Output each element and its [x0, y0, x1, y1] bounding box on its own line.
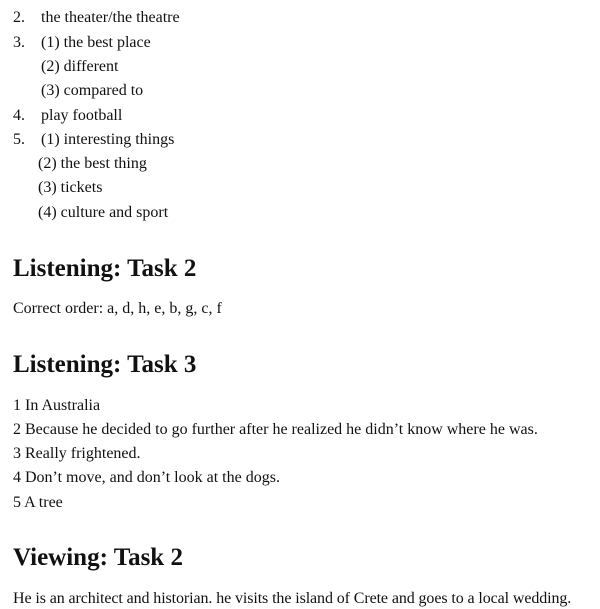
heading-listening-task2: Listening: Task 2 [13, 255, 197, 282]
answer-line-5-4 [38, 203, 168, 223]
answer-number: 5. [13, 131, 25, 148]
correct-order-text: Correct order: a, d, h, e, b, g, c, f [13, 300, 222, 317]
answer-text: (2) the best thing [38, 155, 147, 172]
answer-text: (3) compared to [41, 82, 144, 99]
heading-viewing-task2: Viewing: Task 2 [13, 544, 183, 571]
answer-line-3-3 [41, 81, 143, 101]
listening-answer-3: 3 Really frightened. [13, 445, 141, 462]
listening-answer-4: 4 Don’t move, and don’t look at the dogs. [13, 469, 280, 486]
answer-text: (4) culture and sport [38, 204, 169, 221]
listening-answer-2: 2 Because he decided to go further after he realized he didn’t know where he was. [13, 421, 538, 438]
answer-line-5-2 [38, 154, 147, 174]
answer-text: (2) different [41, 58, 119, 75]
answer-line-3-2 [41, 57, 118, 77]
answer-line-3-1 [13, 33, 151, 53]
answer-number: 3. [13, 34, 25, 51]
viewing-answer-text: He is an architect and historian. he visits the island of Crete and goes to a local wedding. [13, 590, 572, 607]
answer-number: 2. [13, 9, 25, 26]
answer-text: (1) the best place [41, 34, 151, 51]
heading-listening-task3: Listening: Task 3 [13, 351, 197, 378]
answer-number: 4. [13, 107, 25, 124]
answer-line-4 [13, 106, 122, 126]
answer-line-5-1 [13, 130, 174, 150]
listening-answer-5: 5 A tree [13, 494, 63, 511]
answer-text: play football [41, 107, 123, 124]
listening-answer-1: 1 In Australia [13, 397, 101, 414]
answer-line-2 [13, 8, 180, 28]
answer-line-5-3 [38, 178, 102, 198]
answer-text: (1) interesting things [41, 131, 175, 148]
answer-text: (3) tickets [38, 179, 103, 196]
answer-text: the theater/the theatre [41, 9, 180, 26]
